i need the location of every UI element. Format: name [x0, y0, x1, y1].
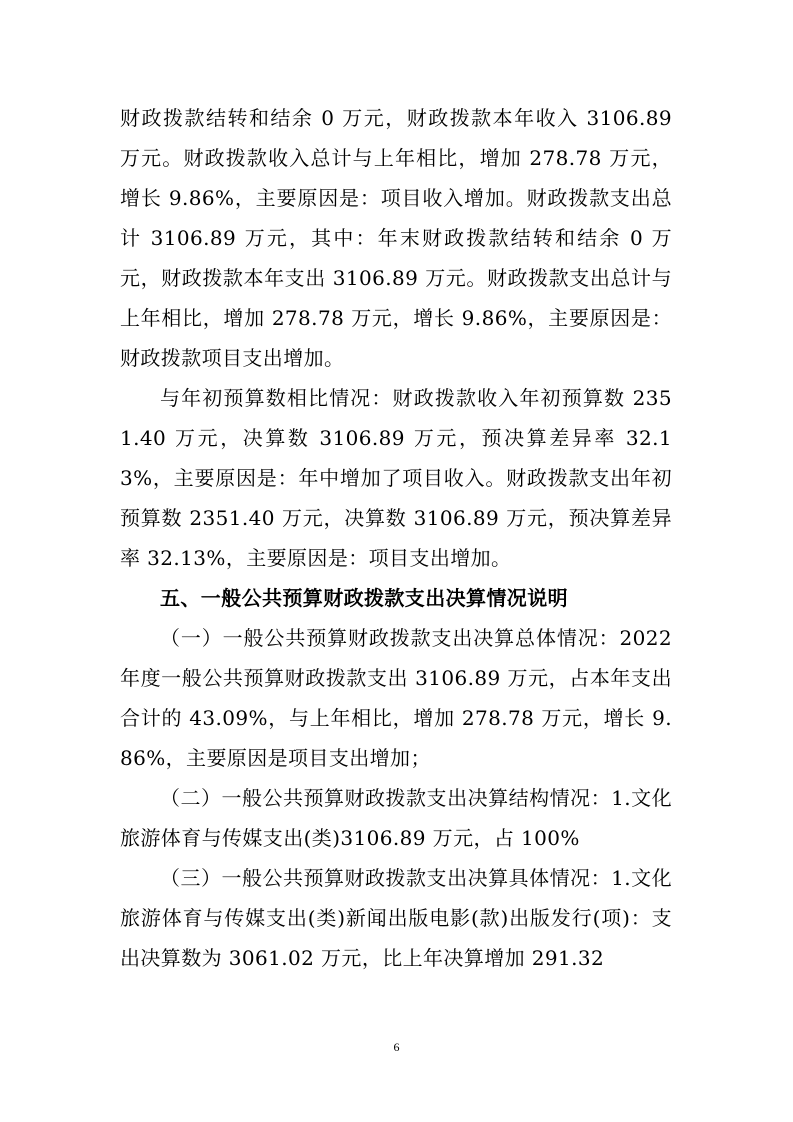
- paragraph-fiscal-allocation-summary: 财政拨款结转和结余 0 万元，财政拨款本年收入 3106.89 万元。财政拨款收入总计与上年相比，增加 278.78 万元，增长 9.86%，主要原因是：项目收入增加。财政拨款支出总计 3106.89 万元，其中：年末财政拨款结转和结余 0 万元，财政拨款本年支出 3106.89 万元。财政拨款支出总计与上年相比，增加 278.78 万元，增长 9.86%，主要原因是：财政拨款项目支出增加。: [120, 106, 672, 370]
- paragraph-overall-expenditure: （一）一般公共预算财政拨款支出决算总体情况：2022 年度一般公共预算财政拨款支出 3106.89 万元，占本年支出合计的 43.09%，与上年相比，增加 278.78 万元，增长 9.86%，主要原因是项目支出增加；: [120, 626, 672, 770]
- paragraph-expenditure-structure: （二）一般公共预算财政拨款支出决算结构情况：1.文化旅游体育与传媒支出(类)3106.89 万元，占 100%: [120, 786, 672, 850]
- paragraph-expenditure-details: （三）一般公共预算财政拨款支出决算具体情况：1.文化旅游体育与传媒支出(类)新闻出版电影(款)出版发行(项)：支出决算数为 3061.02 万元，比上年决算增加 291.32: [120, 866, 672, 970]
- section-heading-5: 五、一般公共预算财政拨款支出决算情况说明: [160, 586, 568, 610]
- paragraph-budget-comparison: 与年初预算数相比情况：财政拨款收入年初预算数 2351.40 万元，决算数 3106.89 万元，预决算差异率 32.13%，主要原因是：年中增加了项目收入。财政拨款支出年初预算数 2351.40 万元，决算数 3106.89 万元，预决算差异率 32.13%，主要原因是：项目支出增加。: [120, 386, 672, 570]
- page-number: 6: [393, 1040, 400, 1054]
